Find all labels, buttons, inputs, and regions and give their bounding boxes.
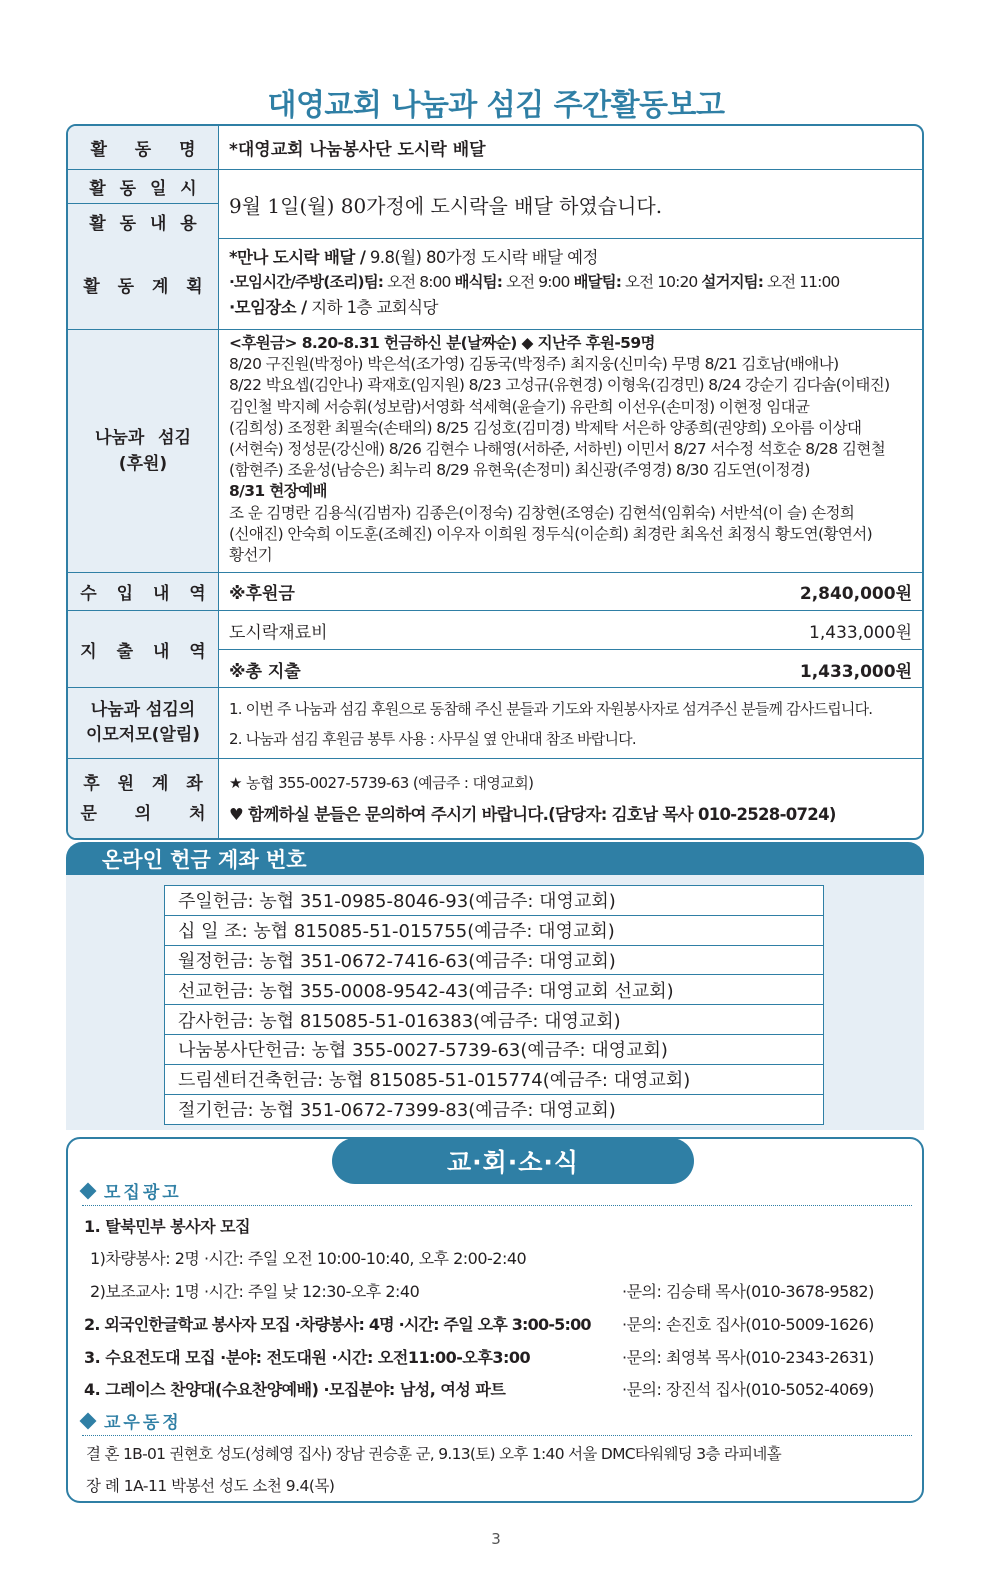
- donor-line: 조 운 김명란 김용식(김범자) 김종은(이정숙) 김창현(조영순) 김현석(임휘숙) 서반석(이 슬) 손정희: [229, 503, 855, 522]
- church-news-header: 교·회·소·식: [332, 1138, 694, 1184]
- label-donation: [68, 330, 219, 572]
- label-expense: [68, 611, 219, 687]
- plan-text: 오전 9:00: [502, 273, 574, 291]
- row-activity-date-content: [68, 170, 922, 239]
- plan-text: 9.8(월) 80가정 도시락 배달 예정: [365, 248, 598, 267]
- donor-line: (신애진) 안숙희 이도훈(조혜진) 이우자 이희원 정두식(이순희) 최경란 최옥선 최정식 황도연(황연서): [229, 524, 873, 543]
- account-row: 주일헌금: 농협 351-0985-8046-93(예금주: 대영교회): [165, 886, 823, 916]
- activity-plan-value: [219, 239, 922, 329]
- row-contact: [68, 759, 922, 838]
- news-funeral: 장 례 1A-11 박봉선 성도 소천 9.4(목): [86, 1477, 335, 1495]
- label-text: 활 동 내 용: [89, 214, 197, 234]
- label-text: 후 원 계 좌: [83, 773, 203, 794]
- activity-date-content-value: 9월 1일(월) 80가정에 도시락을 배달 하였습니다.: [229, 193, 663, 218]
- row-expense: [68, 611, 922, 688]
- recruit-section-title: [82, 1178, 182, 1203]
- income-item: ※후원금: [229, 584, 295, 604]
- expense-total-row: [219, 650, 922, 688]
- dotted-divider: [82, 1205, 912, 1206]
- plan-line-2: [229, 270, 912, 295]
- row-income: [68, 573, 922, 611]
- label-text: 나눔과 섬김의: [90, 700, 196, 720]
- label-text: 나눔과 섬김: [94, 428, 192, 448]
- label-text: 이모저모(알림): [85, 725, 201, 745]
- row-activity-plan: [68, 239, 922, 330]
- plan-bold: 배달팀:: [573, 273, 622, 291]
- diamond-icon: [80, 1412, 97, 1429]
- recruit-item-1: 1. 탈북민부 봉사자 모집: [84, 1217, 251, 1236]
- plan-text: 오전 11:00: [763, 273, 840, 291]
- recruit-item-1-contact: ·문의: 김승태 목사(010-3678-9582): [622, 1282, 874, 1301]
- section-title-text: 모집광고: [104, 1183, 182, 1203]
- recruit-item-3: 3. 수요전도대 모집 ·분야: 전도대원 ·시간: 오전11:00-오후3:00: [84, 1348, 531, 1367]
- label-activity-name: [68, 126, 219, 169]
- label-activity-content: [68, 204, 219, 239]
- label-income: [68, 573, 219, 610]
- plan-line-1: [229, 245, 912, 270]
- recruit-item-3-contact: ·문의: 최영복 목사(010-2343-2631): [622, 1348, 874, 1367]
- donor-line: (김희성) 조정환 최필숙(손태의) 8/25 김성호(김미경) 박제탁 서은하 양종희(권양희) 오아름 이상대: [229, 418, 862, 437]
- plan-text: 지하 1층 교회식당: [306, 298, 438, 317]
- account-row: 월정헌금: 농협 351-0672-7416-63(예금주: 대영교회): [165, 946, 823, 976]
- recruit-item-2-contact: ·문의: 손진호 집사(010-5009-1626): [622, 1315, 874, 1334]
- online-offering-header: 온라인 헌금 계좌 번호: [66, 842, 924, 875]
- activity-name-value: *대영교회 나눔봉사단 도시락 배달: [229, 140, 486, 160]
- expense-item: 도시락재료비: [229, 622, 328, 643]
- members-section-title: [82, 1408, 182, 1433]
- account-row: 드림센터건축헌금: 농협 815085-51-015774(예금주: 대영교회): [165, 1065, 823, 1095]
- label-contact: [68, 759, 219, 838]
- activity-report-table: [66, 124, 924, 840]
- donor-line: 김인철 박지혜 서승휘(성보람)서영화 석세혁(윤슬기) 유란희 이선우(손미정) 이현정 임대균: [229, 397, 810, 416]
- account-list: [164, 885, 824, 1125]
- donor-line: (서현숙) 정성문(강신애) 8/26 김현수 나해영(서하준, 서하빈) 이민서 8/27 서수정 석호순 8/28 김현철: [229, 440, 886, 459]
- label-text: 문 의 처: [80, 803, 206, 824]
- donor-line: 8/22 박요셉(김안나) 곽재호(임지원) 8/23 고성규(유현경) 이형욱(김경민) 8/24 강순기 김다솜(이태진): [229, 376, 890, 395]
- expense-item-amount: 1,433,000원: [809, 622, 912, 643]
- plan-bold: 배식팀:: [454, 273, 503, 291]
- contact-inquiry: ♥ 함께하실 분들은 문의하여 주시기 바랍니다.(담당자: 김호남 목사 010-2528-0724): [229, 805, 836, 824]
- row-activity-name: [68, 126, 922, 170]
- donor-line: (함현주) 조윤성(남승은) 최누리 8/29 유현욱(손정미) 최신광(주영경) 8/30 김도연(이정경): [229, 461, 810, 480]
- plan-bold: ·모임시간/주방(조리)팀:: [229, 273, 384, 291]
- plan-bold: *만나 도시락 배달 /: [229, 248, 366, 267]
- label-text: 수 입 내 역: [80, 584, 206, 604]
- account-row: 절기헌금: 농협 351-0672-7399-83(예금주: 대영교회): [178, 1100, 616, 1122]
- donor-line: 8/20 구진원(박정아) 박은석(조가영) 김동국(박정주) 최지웅(신미숙) 무명 8/21 김호남(배애나): [229, 355, 839, 374]
- online-offering-panel: [66, 875, 924, 1130]
- recruit-item-2: 2. 외국인한글학교 봉사자 모집 ·차량봉사: 4명 ·시간: 주일 오후 3:00-5:00: [84, 1315, 591, 1334]
- label-text: 활 동 일 시: [89, 179, 197, 199]
- row-notice: [68, 688, 922, 759]
- donation-subheader: 8/31 현장예배: [229, 482, 327, 501]
- plan-text: 오전 8:00: [383, 273, 455, 291]
- recruit-item-1a: 1)차량봉사: 2명 ·시간: 주일 오전 10:00-10:40, 오후 2:00-2:40: [90, 1249, 527, 1268]
- label-notice: [68, 688, 219, 758]
- expense-total-amount: 1,433,000원: [799, 661, 912, 682]
- recruit-item-4: 4. 그레이스 찬양대(수요찬양예배) ·모집분야: 남성, 여성 파트: [84, 1380, 506, 1399]
- label-activity-plan: [68, 239, 219, 329]
- donation-list: [219, 330, 922, 572]
- notice-value: [219, 688, 922, 758]
- plan-text: 오전 10:20: [621, 273, 702, 291]
- expense-item-row: [219, 611, 922, 650]
- label-text: 활 동 계 획: [83, 276, 203, 297]
- plan-line-3: [229, 295, 912, 320]
- recruit-item-1b: 2)보조교사: 1명 ·시간: 주일 낮 12:30-오후 2:40: [90, 1282, 420, 1301]
- plan-bold: ·모임장소 /: [229, 298, 307, 317]
- account-row: 나눔봉사단헌금: 농협 355-0027-5739-63(예금주: 대영교회): [165, 1035, 823, 1065]
- label-text: 지 출 내 역: [80, 641, 206, 662]
- contact-account: ★ 농협 355-0027-5739-63 (예금주 : 대영교회): [229, 774, 534, 792]
- donation-header: <후원금> 8.20-8.31 헌금하신 분(날짜순) ◆ 지난주 후원-59명: [229, 334, 655, 352]
- account-row: 감사헌금: 농협 815085-51-016383(예금주: 대영교회): [165, 1005, 823, 1035]
- income-amount: 2,840,000원: [799, 584, 912, 604]
- recruit-item-4-contact: ·문의: 장진석 집사(010-5052-4069): [622, 1380, 874, 1399]
- label-activity-date: [68, 170, 219, 204]
- account-row: 십 일 조: 농협 815085-51-015755(예금주: 대영교회): [165, 916, 823, 946]
- notice-line: 2. 나눔과 섬김 후원금 봉투 사용 : 사무실 옆 안내대 참조 바랍니다.: [229, 730, 636, 748]
- page-title: 대영교회 나눔과 섬김 주간활동보고: [267, 88, 725, 123]
- row-donation: [68, 330, 922, 573]
- label-text: (후원): [118, 454, 168, 474]
- section-title-text: 교우동정: [104, 1413, 182, 1433]
- account-row: 선교헌금: 농협 355-0008-9542-43(예금주: 대영교회 선교회): [165, 975, 823, 1005]
- contact-value: [219, 759, 922, 838]
- plan-bold: 설거지팀:: [701, 273, 764, 291]
- diamond-icon: [80, 1182, 97, 1199]
- expense-total-label: ※총 지출: [229, 661, 301, 682]
- notice-line: 1. 이번 주 나눔과 섬김 후원으로 동참해 주신 분들과 기도와 자원봉사자로 섬겨주신 분들께 감사드립니다.: [229, 700, 873, 718]
- page-number: 3: [491, 1530, 501, 1548]
- donor-line: 황선기: [229, 546, 273, 565]
- label-text: 활 동 명: [90, 140, 196, 160]
- dotted-divider: [82, 1435, 912, 1436]
- news-wedding: 결 혼 1B-01 권현호 성도(성혜영 집사) 장남 권승훈 군, 9.13(토) 오후 1:40 서울 DMC타워웨딩 3층 라피네홀: [86, 1445, 781, 1463]
